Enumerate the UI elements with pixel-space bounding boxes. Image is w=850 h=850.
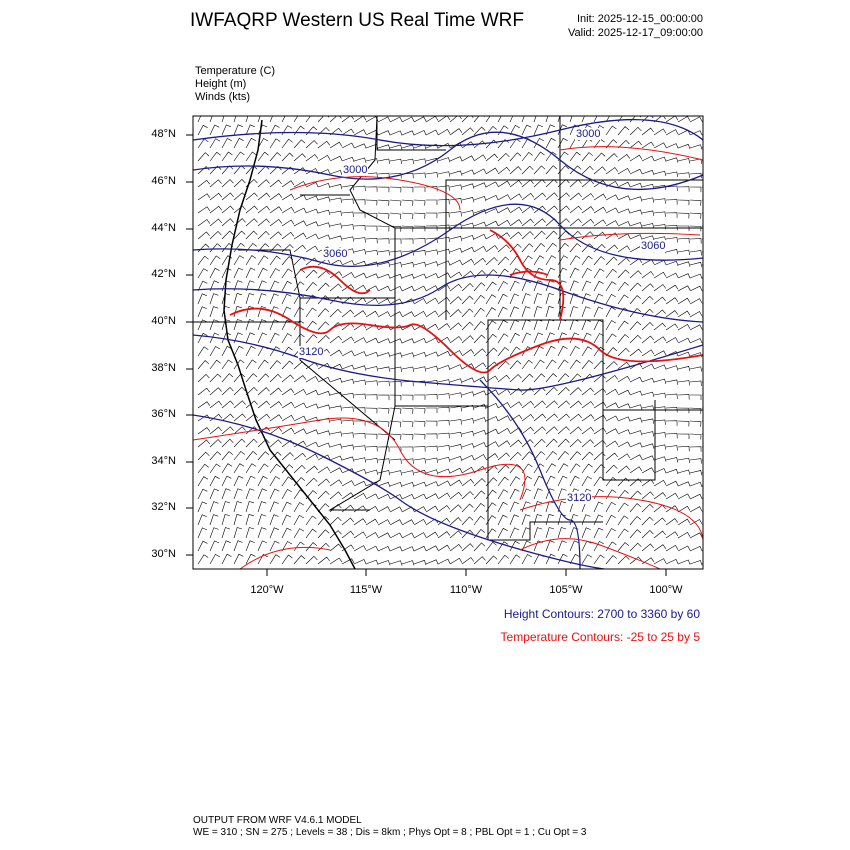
lon-label-105: 105°W bbox=[549, 584, 583, 596]
height-contour-label: 3000 bbox=[343, 164, 368, 176]
lon-label-115: 115°W bbox=[349, 584, 383, 596]
height-contours-legend: Height Contours: 2700 to 3360 by 60 bbox=[503, 607, 700, 621]
lat-label-30: 30°N bbox=[151, 548, 176, 560]
height-contours bbox=[193, 120, 703, 571]
lat-label-44: 44°N bbox=[151, 222, 176, 234]
lon-label-110: 110°W bbox=[449, 584, 483, 596]
model-config: WE = 310 ; SN = 275 ; Levels = 38 ; Dis = 8km ; Phys Opt = 8 ; PBL Opt = 1 ; Cu Opt = 3 bbox=[193, 827, 587, 838]
map-title: IWFAQRP Western US Real Time WRF bbox=[190, 10, 524, 31]
height-contour-label: 3120 bbox=[567, 492, 592, 504]
lat-label-32: 32°N bbox=[151, 501, 176, 513]
plot-frame bbox=[193, 116, 703, 569]
temperature-contours-legend: Temperature Contours: -25 to 25 by 5 bbox=[500, 630, 700, 644]
lon-label-100: 100°W bbox=[649, 584, 683, 596]
height-contour-label: 3060 bbox=[323, 248, 348, 260]
field-height-label: Height (m) bbox=[195, 78, 247, 90]
lon-label-120: 120°W bbox=[250, 584, 284, 596]
height-contour-label: 3000 bbox=[576, 128, 601, 140]
lat-label-34: 34°N bbox=[151, 455, 176, 467]
lat-label-36: 36°N bbox=[151, 408, 176, 420]
field-winds-label: Winds (kts) bbox=[195, 91, 250, 103]
height-contour-label: 3120 bbox=[299, 346, 324, 358]
lat-label-40: 40°N bbox=[151, 315, 176, 327]
height-contour-label: 3060 bbox=[641, 240, 666, 252]
lat-label-46: 46°N bbox=[151, 175, 176, 187]
coastline bbox=[224, 120, 355, 569]
field-temperature-label: Temperature (C) bbox=[195, 65, 276, 77]
model-info: OUTPUT FROM WRF V4.6.1 MODEL bbox=[193, 815, 362, 826]
lat-label-42: 42°N bbox=[151, 268, 176, 280]
valid-time: Valid: 2025-12-17_09:00:00 bbox=[568, 27, 703, 39]
init-time: Init: 2025-12-15_00:00:00 bbox=[577, 13, 703, 25]
lat-label-48: 48°N bbox=[151, 128, 176, 140]
lat-label-38: 38°N bbox=[151, 362, 176, 374]
